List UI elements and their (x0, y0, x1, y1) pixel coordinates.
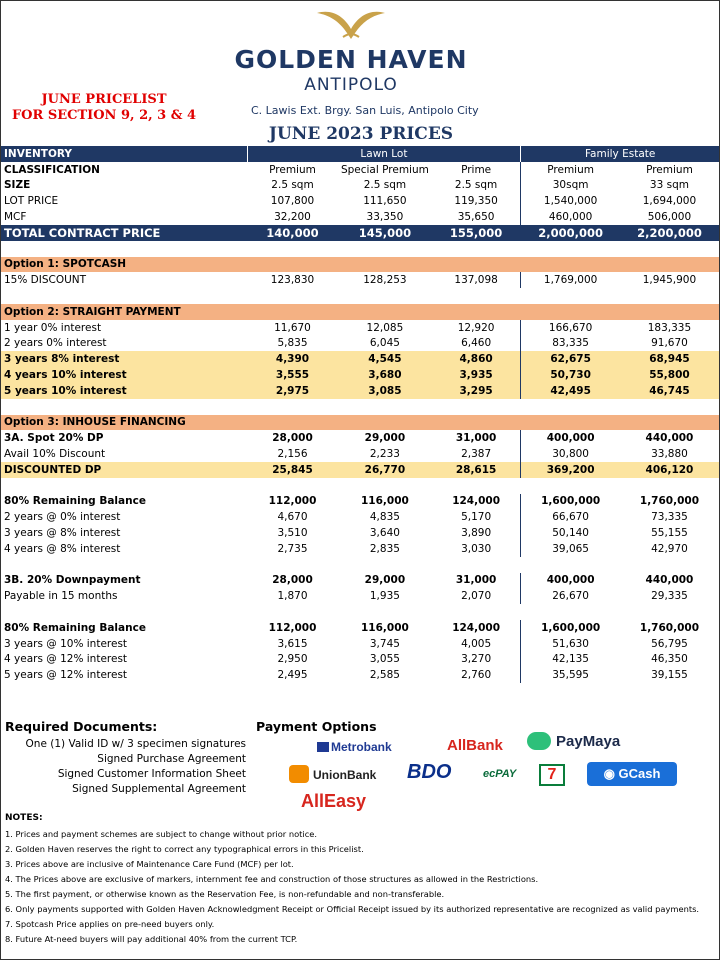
cell-value: 400,000 (521, 573, 620, 589)
cell-value: 56,795 (651, 637, 688, 650)
unionbank-logo (289, 765, 376, 783)
required-document-item: Signed Customer Information Sheet (57, 768, 246, 780)
cell-value: 506,000 (647, 211, 692, 224)
row-label: 4 years 10% interest (1, 367, 247, 383)
payable-row (1, 588, 719, 604)
cell-value: 11,670 (274, 321, 311, 334)
cell-value: Premium (646, 163, 693, 176)
cell-value: 28,615 (432, 462, 521, 478)
cell-value: 1,870 (277, 590, 308, 603)
gcash-icon: ◉ (603, 766, 619, 781)
spec-row (1, 209, 719, 225)
pricelist-section-note (9, 92, 199, 124)
row-label: 15% DISCOUNT (4, 274, 87, 287)
row-label: 2 years 0% interest (4, 337, 107, 350)
cell-value: 4,005 (461, 637, 492, 650)
cell-value: 3,555 (247, 367, 338, 383)
option1-title-row (1, 257, 719, 273)
cell-value: 166,670 (521, 320, 620, 336)
price-table (1, 146, 719, 683)
cell-value: 1,769,000 (521, 272, 620, 288)
section-title-fill (338, 257, 432, 273)
cell-value: 406,120 (620, 462, 719, 478)
row-label: 5 years 10% interest (1, 383, 247, 399)
cell-value: 1,760,000 (639, 495, 700, 508)
financing-row (1, 525, 719, 541)
paymaya-text: PayMaya (556, 733, 621, 750)
metrobank-logo (317, 740, 392, 754)
cell-value: 29,000 (364, 432, 406, 445)
cell-value: 5,835 (277, 337, 308, 350)
section-title: Option 2: STRAIGHT PAYMENT (1, 304, 247, 320)
cell-value: Prime (461, 163, 492, 176)
bdo-logo: BDO (407, 761, 452, 783)
cell-value: 55,155 (651, 527, 688, 540)
cell-value: 1,600,000 (521, 620, 620, 636)
header (1, 1, 719, 146)
cell-value: 2,835 (369, 542, 400, 555)
cell-value: 112,000 (268, 621, 317, 634)
option2-row (1, 320, 719, 336)
cell-value: 29,000 (364, 574, 406, 587)
gcash-text: GCash (618, 766, 661, 781)
spacer-cell (1, 604, 719, 620)
cell-value: 73,335 (651, 511, 688, 524)
section-title-fill (432, 304, 521, 320)
required-document-item: One (1) Valid ID w/ 3 specimen signatures (25, 738, 246, 750)
spacer-row (1, 288, 719, 304)
row-label: DISCOUNTED DP (1, 462, 247, 478)
total-contract-price-row (1, 225, 719, 241)
section-title-fill (338, 415, 432, 431)
note-item: 3. Prices above are inclusive of Maintenance Care Fund (MCF) per lot. (5, 859, 294, 869)
cell-value: 33 sqm (649, 179, 689, 192)
spacer-cell (1, 478, 719, 494)
financing-row (1, 541, 719, 557)
cell-value: 4,545 (338, 351, 432, 367)
spacer-row (1, 399, 719, 415)
row-label: 3 years @ 10% interest (4, 637, 128, 650)
cell-value: 4,390 (247, 351, 338, 367)
section-title-fill (247, 304, 338, 320)
cell-value: 112,000 (268, 495, 317, 508)
required-documents-list (1, 737, 246, 797)
cell-value: 440,000 (645, 432, 694, 445)
spacer-cell (1, 399, 719, 415)
cell-value: 1,935 (369, 590, 400, 603)
option1-row (1, 272, 719, 288)
section-title-fill (432, 415, 521, 431)
cell-value: 183,335 (647, 321, 692, 334)
cell-value: Premium (269, 163, 316, 176)
section-title-fill (521, 415, 620, 431)
section-title-fill (620, 257, 719, 273)
cell-value: 39,155 (651, 669, 688, 682)
cell-value: 2,975 (247, 383, 338, 399)
cell-value: 33,880 (651, 448, 688, 461)
required-document-item: Signed Purchase Agreement (97, 753, 246, 765)
group-lawn-lot: Lawn Lot (247, 146, 521, 162)
seven-eleven-logo: 7 (539, 764, 565, 786)
required-document-item: Signed Supplemental Agreement (72, 783, 246, 795)
cell-value: 3,890 (461, 527, 492, 540)
cell-value: 1,945,900 (642, 274, 697, 287)
section-title: Option 1: SPOTCASH (1, 257, 247, 273)
cell-value: 35,650 (457, 211, 495, 224)
brand-name: GOLDEN HAVEN (234, 45, 468, 74)
table-header-row (1, 146, 719, 162)
row-label: 2 years @ 0% interest (4, 511, 121, 524)
cell-value: 12,920 (457, 321, 495, 334)
cell-value: 3,615 (277, 637, 308, 650)
cell-value: 5,170 (461, 511, 492, 524)
row-label: CLASSIFICATION (4, 163, 100, 176)
note-item: 7. Spotcash Price applies on pre-need buyers only. (5, 918, 215, 929)
cell-value: 128,253 (363, 274, 407, 287)
financing-row (1, 667, 719, 683)
row-label: LOT PRICE (4, 195, 59, 208)
cell-value: 3,745 (369, 637, 400, 650)
cell-value: 2,387 (461, 448, 492, 461)
cell-value: 50,730 (521, 367, 620, 383)
dove-logo-icon (313, 7, 389, 43)
gcash-logo (587, 762, 677, 786)
cell-value: 2,000,000 (521, 225, 620, 241)
avail-discount-row (1, 446, 719, 462)
cell-value: 83,335 (521, 336, 620, 352)
section-title-fill (338, 304, 432, 320)
cell-value: 39,065 (521, 541, 620, 557)
cell-value: 2,070 (461, 590, 492, 603)
cell-value: 119,350 (454, 195, 498, 208)
cell-value: 3,935 (432, 367, 521, 383)
ecpay-logo: ecPAY (483, 768, 517, 780)
option2-highlight-row (1, 367, 719, 383)
cell-value: 440,000 (645, 574, 694, 587)
cell-value: 4,860 (432, 351, 521, 367)
row-label: 80% Remaining Balance (4, 495, 146, 508)
row-label: 4 years @ 12% interest (4, 653, 128, 666)
cell-value: 31,000 (455, 574, 497, 587)
cell-value: 137,098 (454, 274, 498, 287)
section-title-fill (432, 257, 521, 273)
option2-title-row (1, 304, 719, 320)
spacer-row (1, 241, 719, 257)
cell-value: 400,000 (521, 430, 620, 446)
cell-value: 2,156 (277, 448, 308, 461)
cell-value: 1,540,000 (521, 193, 620, 209)
metrobank-icon (317, 742, 329, 752)
row-label: 3A. Spot 20% DP (4, 432, 104, 445)
cell-value: 35,595 (521, 667, 620, 683)
cell-value: 3,510 (277, 527, 308, 540)
address: C. Lawis Ext. Brgy. San Luis, Antipolo City (251, 104, 479, 117)
cell-value: 33,350 (366, 211, 404, 224)
note-item: 4. The Prices above are exclusive of markers, internment fee and construction of those structures as allowed in the Restrictions. (5, 874, 539, 884)
cell-value: 2,585 (369, 669, 400, 682)
cell-value: 55,800 (620, 367, 719, 383)
inventory-label: INVENTORY (1, 146, 247, 162)
alleasy-logo (301, 791, 366, 812)
cell-value: 3,680 (338, 367, 432, 383)
note-item: 8. Future At-need buyers will pay additional 40% from the current TCP. (5, 933, 298, 944)
cell-value: 111,650 (363, 195, 407, 208)
discounted-dp-row (1, 462, 719, 478)
remaining-balance-row (1, 620, 719, 636)
required-documents-title: Required Documents: (5, 719, 158, 734)
spec-row (1, 193, 719, 209)
cell-value: 28,000 (272, 574, 313, 587)
cell-value: 4,670 (277, 511, 308, 524)
financing-row (1, 652, 719, 668)
section-title-fill (247, 415, 338, 431)
section-title-fill (620, 415, 719, 431)
row-label: 4 years @ 8% interest (4, 542, 121, 555)
cell-value: Special Premium (340, 163, 429, 176)
cell-value: 2,760 (461, 669, 492, 682)
spec-row (1, 178, 719, 194)
notes-list (5, 827, 717, 947)
cell-value: 62,675 (521, 351, 620, 367)
cell-value: 2.5 sqm (454, 179, 498, 192)
cell-value: 3,640 (369, 527, 400, 540)
cell-value: 28,000 (272, 432, 313, 445)
row-label: MCF (4, 211, 27, 224)
row-label: 3 years @ 8% interest (4, 527, 121, 540)
row-label: Payable in 15 months (4, 590, 118, 603)
cell-value: 50,140 (521, 525, 620, 541)
row-label: Avail 10% Discount (4, 448, 106, 461)
cell-value: 66,670 (521, 509, 620, 525)
cell-value: 460,000 (521, 209, 620, 225)
cell-value: 369,200 (521, 462, 620, 478)
row-label: TOTAL CONTRACT PRICE (1, 225, 247, 241)
metrobank-text: Metrobank (331, 740, 392, 754)
section-title-fill (521, 304, 620, 320)
cell-value: 1,694,000 (642, 195, 697, 208)
notes-title: NOTES: (5, 813, 43, 823)
option2-row (1, 336, 719, 352)
cell-value: 107,800 (270, 195, 315, 208)
financing-row (1, 509, 719, 525)
row-label: 5 years @ 12% interest (4, 669, 128, 682)
cell-value: 25,845 (247, 462, 338, 478)
paymaya-icon (527, 732, 551, 750)
cell-value: 116,000 (360, 495, 409, 508)
unionbank-text: UnionBank (313, 768, 377, 782)
payment-options-title: Payment Options (256, 719, 377, 734)
cell-value: 1,760,000 (639, 621, 700, 634)
row-label: 3 years 8% interest (1, 351, 247, 367)
cell-value: Premium (521, 162, 620, 178)
cell-value: 124,000 (452, 495, 501, 508)
spec-row (1, 162, 719, 178)
spot-dp-row (1, 430, 719, 446)
option2-highlight-row (1, 351, 719, 367)
spacer-row (1, 478, 719, 494)
cell-value: 46,745 (620, 383, 719, 399)
unionbank-icon (289, 765, 309, 783)
cell-value: 12,085 (366, 321, 404, 334)
cell-value: 42,135 (521, 652, 620, 668)
option3-title-row (1, 415, 719, 431)
downpayment-row (1, 573, 719, 589)
pricelist-line-1: JUNE PRICELIST (41, 92, 167, 107)
cell-value: 1,600,000 (521, 494, 620, 510)
cell-value: 4,835 (369, 511, 400, 524)
cell-value: 145,000 (338, 225, 432, 241)
cell-value: 32,200 (274, 211, 311, 224)
financing-row (1, 636, 719, 652)
allbank-logo: AllBank (447, 737, 503, 754)
section-title-fill (521, 257, 620, 273)
spacer-cell (1, 288, 719, 304)
row-label: SIZE (4, 179, 31, 192)
cell-value: 3,030 (461, 542, 492, 555)
cell-value: 68,945 (620, 351, 719, 367)
alleasy-text: AllEasy (301, 791, 367, 811)
cell-value: 2,233 (369, 448, 400, 461)
cell-value: 116,000 (360, 621, 409, 634)
cell-value: 6,045 (369, 337, 400, 350)
cell-value: 26,770 (338, 462, 432, 478)
row-label: 80% Remaining Balance (4, 621, 146, 634)
group-family-estate: Family Estate (521, 146, 719, 162)
section-title-fill (247, 257, 338, 273)
cell-value: 155,000 (432, 225, 521, 241)
row-label: 3B. 20% Downpayment (4, 574, 141, 587)
pricelist-line-2: FOR SECTION 9, 2, 3 & 4 (11, 108, 197, 123)
cell-value: 2.5 sqm (271, 179, 314, 192)
section-title: Option 3: INHOUSE FINANCING (1, 415, 247, 431)
cell-value: 124,000 (452, 621, 501, 634)
cell-value: 3,295 (432, 383, 521, 399)
cell-value: 29,335 (651, 590, 688, 603)
cell-value: 2,495 (277, 669, 308, 682)
cell-value: 3,270 (461, 653, 492, 666)
cell-value: 31,000 (455, 432, 497, 445)
cell-value: 42,970 (651, 542, 688, 555)
remaining-balance-row (1, 494, 719, 510)
cell-value: 91,670 (651, 337, 688, 350)
note-item: 2. Golden Haven reserves the right to correct any typographical errors in this Pricelist. (5, 844, 364, 854)
paymaya-logo (527, 732, 620, 750)
spacer-cell (1, 557, 719, 573)
cell-value: 30,800 (521, 446, 620, 462)
cell-value: 3,055 (369, 653, 400, 666)
section-title-fill (620, 304, 719, 320)
page-title: JUNE 2023 PRICES (268, 124, 454, 144)
note-item: 5. The first payment, or otherwise known as the Reservation Fee, is non-refundable and non-transferable. (5, 889, 445, 899)
row-label: 1 year 0% interest (4, 321, 102, 334)
brand-location: ANTIPOLO (304, 75, 398, 95)
cell-value: 2,950 (277, 653, 308, 666)
cell-value: 3,085 (338, 383, 432, 399)
cell-value: 140,000 (247, 225, 338, 241)
cell-value: 123,830 (270, 274, 315, 287)
option2-highlight-row (1, 383, 719, 399)
cell-value: 51,630 (521, 636, 620, 652)
cell-value: 6,460 (461, 337, 492, 350)
note-item: 1. Prices and payment schemes are subject to change without prior notice. (5, 829, 318, 839)
cell-value: 42,495 (521, 383, 620, 399)
cell-value: 46,350 (651, 653, 688, 666)
cell-value: 26,670 (521, 588, 620, 604)
cell-value: 30sqm (521, 178, 620, 194)
cell-value: 2,735 (277, 542, 308, 555)
spacer-row (1, 604, 719, 620)
note-item: 6. Only payments supported with Golden Haven Acknowledgment Receipt or Official Receipt issued by its authorized representative are recognized as valid payments. (5, 904, 700, 914)
cell-value: 2.5 sqm (363, 179, 407, 192)
cell-value: 2,200,000 (620, 225, 719, 241)
spacer-cell (1, 241, 719, 257)
spacer-row (1, 557, 719, 573)
